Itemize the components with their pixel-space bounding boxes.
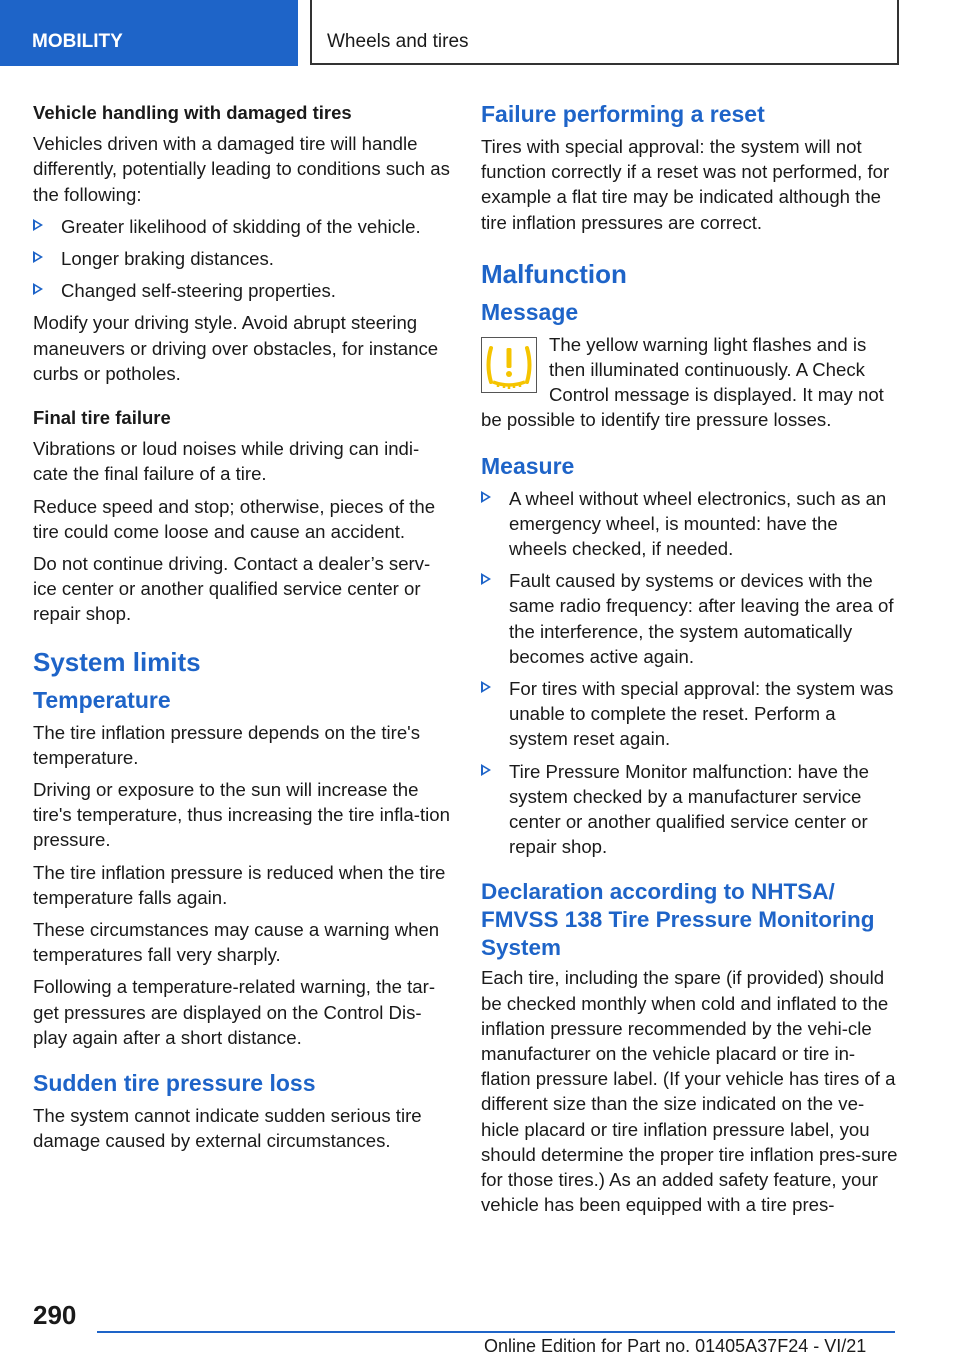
- temperature-text-4: These circumstances may cause a warning when temperatures fall very sharply.: [33, 919, 440, 966]
- final-failure-text-3: Do not continue driving. Contact a dealer’s serv‐ice center or another qualified service center or repair shop.: [33, 553, 431, 625]
- list-item: For tires with special approval: the system was unable to complete the reset. Perform a system reset again.: [481, 676, 899, 752]
- reset-failure-heading: Failure performing a reset: [481, 101, 765, 127]
- sudden-loss-heading: Sudden tire pressure loss: [33, 1070, 316, 1097]
- damaged-tires-heading: Vehicle handling with damaged tires: [33, 102, 352, 123]
- bullet-triangle-icon: [481, 764, 491, 776]
- reset-failure-text: Tires with special approval: the system will not function correctly if a reset was not performed, for example a flat tire may be indicated although the tire inflation pressures are correct.: [481, 136, 890, 233]
- declaration-text: Each tire, including the spare (if provided) should be checked monthly when cold and inflated to the inflation pressure recommended by the vehi‐cle manufacturer on the vehicle placard or tire in‐flation pressure label. (If your vehicle has tires of a different size than the size indicated on the ve‐hicle placard or tire inflation pressure label, you should determine the proper tire inflation pres‐sure for those tires.) As an added safety feature, your vehicle has been equipped with a tire pres‐: [481, 967, 898, 1216]
- page-number: 290: [33, 1300, 77, 1330]
- temperature-text-5: Following a temperature-related warning, the tar‐get pressures are displayed on the Control Dis‐play again after a short distance.: [33, 976, 436, 1048]
- message-text: The yellow warning light flashes and is then illuminated continuously. A Check Control message is displayed. It may not be possible to identify tire pressure losses.: [481, 333, 884, 431]
- list-item: Longer braking distances.: [33, 246, 451, 271]
- bullet-triangle-icon: [481, 573, 491, 585]
- message-paragraph: [481, 332, 899, 433]
- temperature-text-1: The tire inflation pressure depends on the tire's temperature.: [33, 721, 421, 768]
- list-item: A wheel without wheel electronics, such as an emergency wheel, is mounted: have the wheels checked, if needed.: [481, 486, 899, 562]
- malfunction-heading: Malfunction: [481, 258, 627, 289]
- final-failure-heading: Final tire failure: [33, 407, 171, 429]
- edition-text: Online Edition for Part no. 01405A37F24 - VI/21: [484, 1336, 867, 1356]
- list-item: Changed self-steering properties.: [33, 278, 451, 303]
- list-item: Tire Pressure Monitor malfunction: have the system checked by a manufacturer service center or another qualified service center or repair shop.: [481, 759, 899, 860]
- declaration-heading: Declaration according to NHTSA/ FMVSS 138 Tire Pressure Monitoring System: [481, 879, 875, 961]
- message-heading: Message: [481, 298, 579, 325]
- measure-list: [481, 486, 899, 860]
- temperature-text-3: The tire inflation pressure is reduced when the tire temperature falls again.: [33, 861, 446, 908]
- sudden-loss-text: The system cannot indicate sudden serious tire damage caused by external circumstances.: [33, 1105, 422, 1152]
- bullet-triangle-icon: [33, 251, 43, 263]
- damaged-tires-list: [33, 214, 451, 304]
- system-limits-heading: System limits: [33, 646, 201, 677]
- section-tab: [0, 0, 298, 66]
- measure-heading: Measure: [481, 452, 575, 479]
- chapter-title: Wheels and tires: [327, 31, 469, 52]
- temperature-heading: Temperature: [33, 686, 171, 713]
- section-label: MOBILITY: [32, 31, 123, 52]
- left-column: [33, 100, 451, 1161]
- damaged-tires-text: Vehicles driven with a damaged tire will handle differently, potentially leading to conditions such as the following:: [33, 133, 450, 205]
- right-column: [481, 100, 899, 1225]
- bullet-triangle-icon: [481, 491, 491, 503]
- chapter-title-box: [310, 0, 899, 65]
- footer-divider: [97, 1331, 895, 1333]
- list-item: Greater likelihood of skidding of the vehicle.: [33, 214, 451, 239]
- bullet-triangle-icon: [33, 283, 43, 295]
- temperature-text-2: Driving or exposure to the sun will increase the tire's temperature, thus increasing the tire infla‐tion pressure.: [33, 779, 450, 851]
- driving-style-text: Modify your driving style. Avoid abrupt steering maneuvers or driving over obstacles, for instance curbs or potholes.: [33, 312, 439, 384]
- list-item: Fault caused by systems or devices with the same radio frequency: after leaving the area of the interference, the system automatically becomes active again.: [481, 568, 899, 669]
- final-failure-text-2: Reduce speed and stop; otherwise, pieces of the tire could come loose and cause an accident.: [33, 495, 436, 542]
- final-failure-text-1: Vibrations or loud noises while driving can indi‐cate the final failure of a tire.: [33, 438, 420, 485]
- bullet-triangle-icon: [481, 681, 491, 693]
- bullet-triangle-icon: [33, 219, 43, 231]
- page-header: [0, 0, 960, 66]
- tire-pressure-warning-icon: [481, 337, 537, 393]
